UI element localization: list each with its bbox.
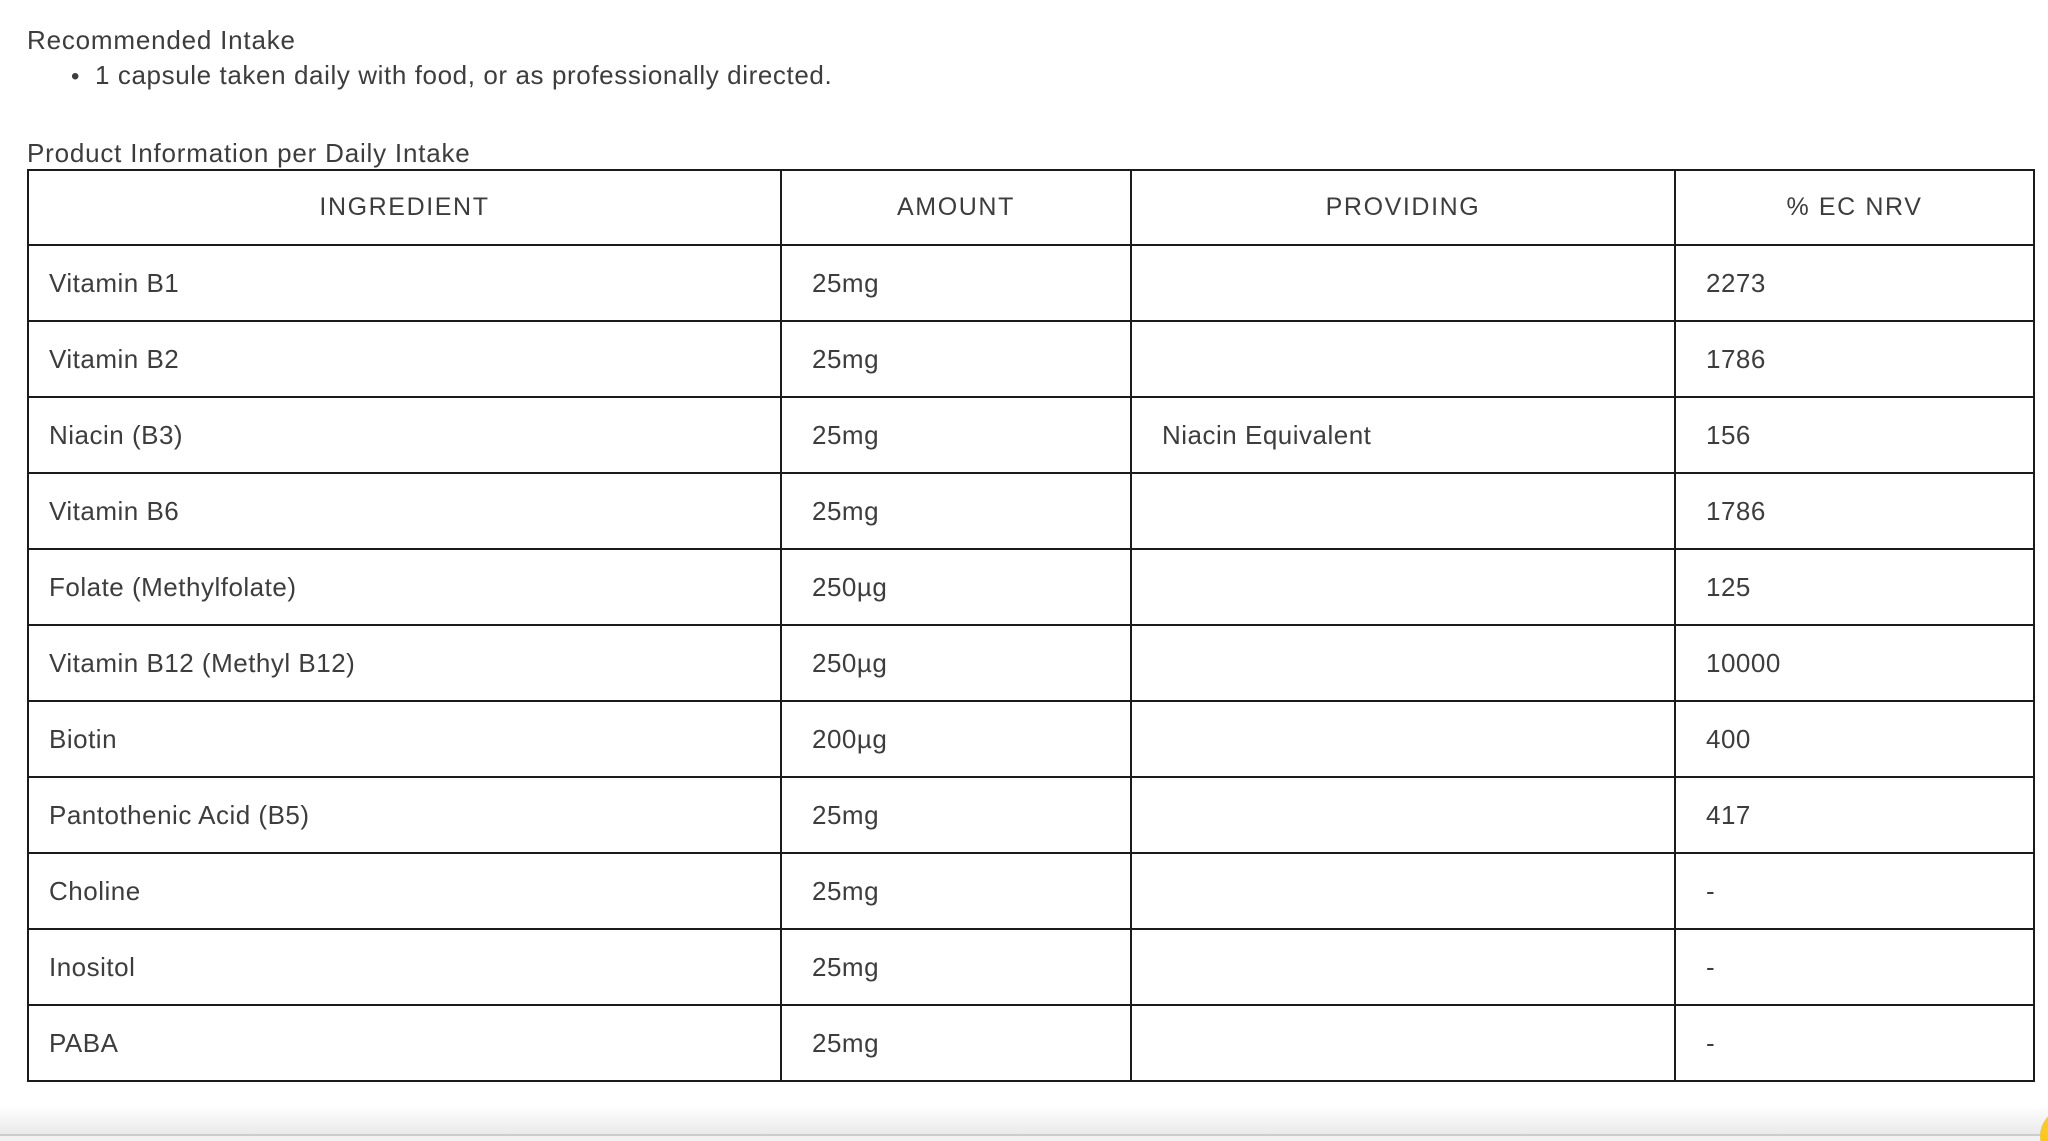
intake-bullet-text: 1 capsule taken daily with food, or as professionally directed. [95, 60, 833, 90]
cell-providing [1131, 549, 1675, 625]
cell-providing: Niacin Equivalent [1131, 397, 1675, 473]
cell-nrv: 417 [1675, 777, 2034, 853]
cell-nrv: 1786 [1675, 321, 2034, 397]
cell-nrv: 1786 [1675, 473, 2034, 549]
cell-ingredient: Choline [28, 853, 781, 929]
table-row [28, 701, 2034, 777]
cell-nrv: 156 [1675, 397, 2034, 473]
column-header-providing: PROVIDING [1131, 170, 1675, 245]
cell-ingredient: Niacin (B3) [28, 397, 781, 473]
intake-bullet-item [71, 60, 832, 91]
table-body [28, 245, 2034, 1081]
cell-ingredient: Vitamin B2 [28, 321, 781, 397]
cell-amount: 250µg [781, 549, 1131, 625]
product-info-table [27, 169, 2035, 1082]
bullet-marker-icon: • [71, 63, 81, 90]
cell-ingredient: Pantothenic Acid (B5) [28, 777, 781, 853]
cell-providing [1131, 777, 1675, 853]
cell-amount: 25mg [781, 853, 1131, 929]
cell-providing [1131, 701, 1675, 777]
table-row [28, 321, 2034, 397]
page-bottom-shadow [0, 1106, 2048, 1134]
table-header-row [28, 170, 2034, 245]
cell-ingredient: PABA [28, 1005, 781, 1081]
cell-providing [1131, 473, 1675, 549]
page-bottom-strip [0, 1136, 2048, 1141]
cell-ingredient: Folate (Methylfolate) [28, 549, 781, 625]
cell-nrv: - [1675, 853, 2034, 929]
product-info-title: Product Information per Daily Intake [27, 138, 471, 168]
cell-ingredient: Vitamin B1 [28, 245, 781, 321]
cell-amount: 25mg [781, 929, 1131, 1005]
table-row [28, 929, 2034, 1005]
table-row [28, 245, 2034, 321]
cell-nrv: - [1675, 1005, 2034, 1081]
column-header-nrv: % EC NRV [1675, 170, 2034, 245]
cell-ingredient: Biotin [28, 701, 781, 777]
cell-nrv: 10000 [1675, 625, 2034, 701]
table-row [28, 625, 2034, 701]
cell-providing [1131, 321, 1675, 397]
cell-ingredient: Inositol [28, 929, 781, 1005]
cell-nrv: 125 [1675, 549, 2034, 625]
cell-providing [1131, 853, 1675, 929]
table-row [28, 397, 2034, 473]
table-row [28, 473, 2034, 549]
cell-providing [1131, 929, 1675, 1005]
recommended-intake-heading: Recommended Intake [27, 25, 296, 55]
cell-amount: 25mg [781, 1005, 1131, 1081]
cell-nrv: - [1675, 929, 2034, 1005]
table-row [28, 777, 2034, 853]
table-row [28, 1005, 2034, 1081]
cell-providing [1131, 625, 1675, 701]
cell-nrv: 2273 [1675, 245, 2034, 321]
cell-amount: 25mg [781, 321, 1131, 397]
cell-amount: 250µg [781, 625, 1131, 701]
cell-providing [1131, 1005, 1675, 1081]
cell-nrv: 400 [1675, 701, 2034, 777]
cell-amount: 25mg [781, 397, 1131, 473]
table-row [28, 549, 2034, 625]
cell-amount: 200µg [781, 701, 1131, 777]
cell-amount: 25mg [781, 473, 1131, 549]
cell-ingredient: Vitamin B12 (Methyl B12) [28, 625, 781, 701]
cell-providing [1131, 245, 1675, 321]
cell-ingredient: Vitamin B6 [28, 473, 781, 549]
cell-amount: 25mg [781, 777, 1131, 853]
cell-amount: 25mg [781, 245, 1131, 321]
column-header-ingredient: INGREDIENT [28, 170, 781, 245]
column-header-amount: AMOUNT [781, 170, 1131, 245]
table-row [28, 853, 2034, 929]
